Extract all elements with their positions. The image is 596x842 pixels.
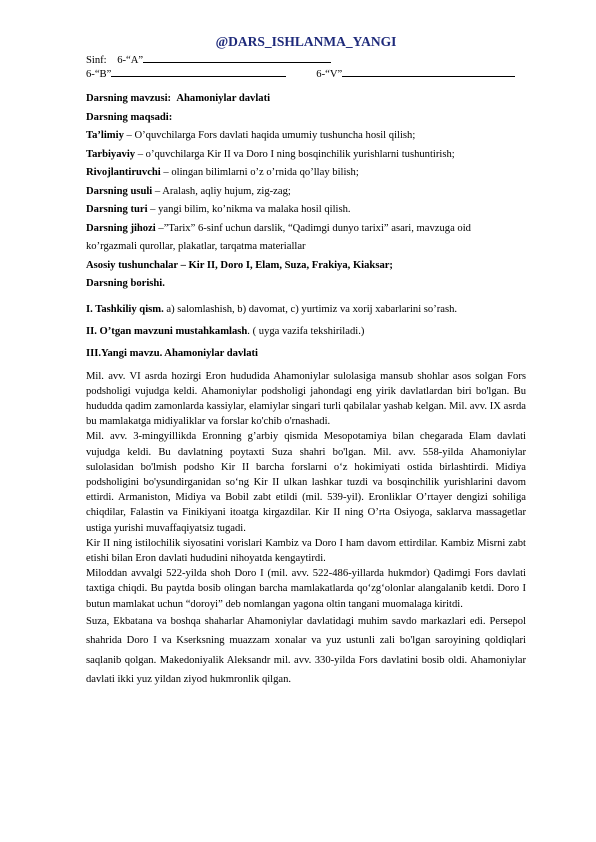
section-2-text: . ( uyga vazifa tekshiriladi.) [247, 325, 365, 337]
tarbiyaviy-text: – o’quvchilarga Kir II va Doro I ning bosqinchilik yurishlarni tushuntirish; [135, 148, 455, 160]
rivoj-line [86, 164, 526, 183]
jihoz-label: Darsning jihozi [86, 222, 156, 234]
section-1 [86, 299, 526, 321]
section-2 [86, 321, 526, 343]
paragraph-4: Miloddan avvalgi 522-yilda shoh Doro I (mil. avv. 522-486-yillarda hukmdor) Qadimgi Fors davlati taxtiga chiqdi. Bu paytda bosib olingan barcha mamlakatlarda qo‘zg‘olonlar alangalanib ketdi. Doro I butun mamlakat uchun “doroyi” deb nomlangan yagona oltin tangani muomalaga kiritdi. [86, 568, 526, 610]
mavzu-label: Darsning mavzusi: [86, 93, 172, 104]
rivoj-text: – olingan bilimlarni o’z o’rnida qo’llay bilish; [160, 167, 359, 178]
sinf-v: 6-“V” [316, 69, 343, 80]
darsning-borishi: Darsning borishi. [86, 278, 165, 289]
mavzu-line [86, 90, 526, 109]
class-line-a [86, 54, 526, 68]
class-line-bv [86, 68, 526, 82]
sinf-label: Sinf: [86, 55, 107, 66]
rivoj-label: Rivojlantiruvchi [86, 167, 161, 178]
sinf-a: 6-“A” [117, 55, 144, 66]
sinf-b: 6-“B” [86, 69, 112, 80]
usul-line [86, 183, 526, 202]
turi-label: Darsning turi [86, 204, 148, 215]
section-1-label: I. Tashkiliy qism. [86, 303, 164, 315]
jihoz-line [86, 220, 526, 239]
paragraph-5: Suza, Ekbatana va boshqa shaharlar Ahamoniylar davlatidagi muhim savdo markazlari edi. Persepol shahrida Doro I va Kserksning muazzam xonalar va yuz ustunli zali bo'lgan saroyining qoldiqlari saqlanib qolgan. Makedoniyalik Aleksandr mil. avv. 330-yilda Fors davlatini bosib oldi. Ahamoniylar davlati ikki yuz yildan ziyod hukmronlik qilgan. [86, 615, 526, 686]
jihoz-line-2: ko’rgazmali qurollar, plakatlar, tarqatma materiallar [86, 241, 306, 252]
blank-line [111, 75, 286, 77]
blank-line [143, 61, 331, 63]
paragraph-3: Kir II ning istilochilik siyosatini vorislari Kambiz va Doro I ham davom ettirdilar. Kambiz Misrni zabt etishi bilan Eron davlati hududini nihoyatda kengaytirdi. [86, 537, 526, 564]
section-2-label: II. O’tgan mavzuni mustahkamlash [86, 325, 248, 337]
mavzu-value: Ahamoniylar davlati [176, 93, 271, 104]
section-1-text: a) salomlashish, b) davomat, c) yurtimiz va xorij xabarlarini so’rash. [163, 303, 458, 315]
paragraph-2: Mil. avv. 3-mingyillikda Eronning g’arbiy qismida Mesopotamiya bilan chegarada Elam davlati vujudga keldi. Bu davlatning poytaxti Suza shahri bo'lgan. Mil. avv. 558-yilda Ahamoniylar sulolasidan bo'lmish podsho Kir II barcha forslarni o‘z hokimiyati ostida birlashtirdi. Midiya podsholigini bo'ysundirganidan so‘ng Kir II ulkan lashkar tuzdi va bosqinchilik yurishlarini davom ettirdi. Armaniston, Midiya va Bobil zabt etildi (mil. 539-yil). Eronliklar O’rtayer dengizi sohiliga chiqdilar, Falastin va Finikiyani itoatga kirgazdilar. Kir II ning O’rta Osiyoga, saklarva massagetlar ustiga yurishi muvaffaqiyatsiz tugadi. [86, 431, 526, 534]
talimiy-line [86, 127, 526, 146]
talimiy-label: Ta’limiy [86, 130, 124, 141]
usul-text: – Aralash, aqliy hujum, zig-zag; [152, 185, 291, 197]
maqsad-label: Darsning maqsadi: [86, 111, 173, 123]
tarbiyaviy-label: Tarbiyaviy [86, 148, 136, 160]
channel-title: @DARS_ISHLANMA_YANGI [215, 34, 397, 49]
section-3: III.Yangi mavzu. Ahamoniylar davlati [86, 347, 258, 359]
paragraph-1: Mil. avv. VI asrda hozirgi Eron hududida Ahamoniylar sulolasiga mansub shohlar asos solgan Fors podsholigi vujudga keldi. Ahamoniylar podsholigi jahondagi eng yirik davlatlardan biri bo'lgan. Bu hududda qadim zamonlarda kassiylar, elamiylar singari turli qabilalar yashab kelgan. Mil. avv. IX asrda bu mamlakatga midiyaliklar va forslar ko'chib o'rnashadi. [86, 370, 526, 428]
asosiy-tushunchalar: Asosiy tushunchalar – Kir II, Doro I, Elam, Suza, Frakiya, Kiaksar; [86, 259, 393, 271]
turi-line [86, 201, 526, 220]
turi-text: – yangi bilim, ko’nikma va malaka hosil qilish. [147, 204, 351, 215]
document-page [86, 34, 526, 690]
jihoz-text-1: –”Tarix” 6-sinf uchun darslik, “Qadimgi dunyo tarixi” asari, mavzuga oid [155, 222, 471, 234]
talimiy-text: – O’quvchilarga Fors davlati haqida umumiy tushuncha hosil qilish; [123, 130, 416, 141]
usul-label: Darsning usuli [86, 185, 153, 197]
tarbiyaviy-line [86, 146, 526, 165]
blank-line [342, 75, 515, 77]
